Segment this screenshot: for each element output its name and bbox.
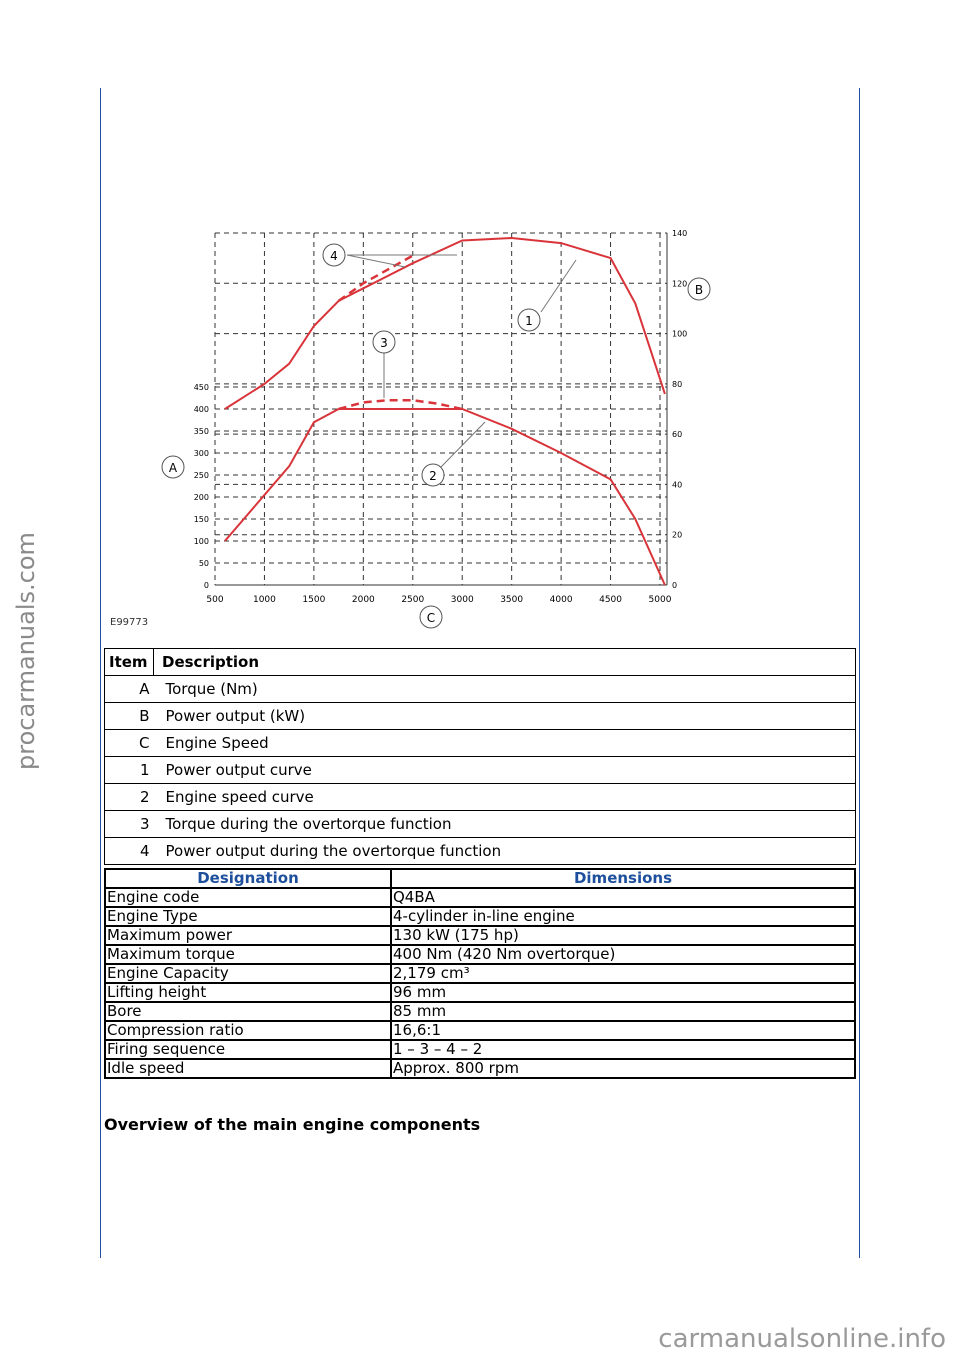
table-row xyxy=(105,1021,855,1040)
y-right-tick-label: 60 xyxy=(672,430,683,440)
x-tick-label: 4500 xyxy=(599,595,623,605)
side-watermark: procarmanuals.com xyxy=(12,532,40,770)
table-row xyxy=(105,888,855,907)
y-left-tick-label: 450 xyxy=(193,383,209,392)
svg-text:B: B xyxy=(694,283,704,297)
description-cell: Power output during the overtorque function xyxy=(154,838,856,865)
table-row xyxy=(105,983,855,1002)
y-left-tick-label: 0 xyxy=(203,581,209,590)
designation-cell: Maximum power xyxy=(105,926,391,945)
svg-text:A: A xyxy=(168,461,178,475)
bottom-watermark: carmanualsonline.info xyxy=(658,1324,946,1354)
designation-cell: Bore xyxy=(105,1002,391,1021)
dimension-cell: Q4BA xyxy=(391,888,855,907)
svg-text:4: 4 xyxy=(330,249,338,263)
designation-cell: Compression ratio xyxy=(105,1021,391,1040)
description-cell: Torque (Nm) xyxy=(154,676,856,703)
y-left-tick-label: 300 xyxy=(193,449,209,458)
dimension-cell: 16,6:1 xyxy=(391,1021,855,1040)
dimension-cell: 400 Nm (420 Nm overtorque) xyxy=(391,945,855,964)
item-cell: C xyxy=(105,730,154,757)
item-header: Item xyxy=(105,649,154,676)
svg-text:2: 2 xyxy=(429,469,437,483)
section-title: Overview of the main engine components xyxy=(104,1115,481,1134)
table-row xyxy=(105,730,856,757)
x-tick-label: 500 xyxy=(206,595,224,605)
spec-table-header xyxy=(105,869,855,888)
description-cell: Engine speed curve xyxy=(154,784,856,811)
y-right-tick-label: 40 xyxy=(672,480,683,490)
table-row xyxy=(105,1059,855,1078)
designation-cell: Engine Type xyxy=(105,907,391,926)
designation-cell: Maximum torque xyxy=(105,945,391,964)
x-tick-label: 2000 xyxy=(351,595,375,605)
item-table-header xyxy=(105,649,856,676)
designation-cell: Engine Capacity xyxy=(105,964,391,983)
y-left-tick-label: 50 xyxy=(198,559,209,568)
designation-header: Designation xyxy=(105,869,391,888)
y-left-tick-label: 200 xyxy=(193,493,209,502)
dimension-cell: 96 mm xyxy=(391,983,855,1002)
table-row xyxy=(105,907,855,926)
y-right-tick-label: 100 xyxy=(672,329,688,339)
description-header: Description xyxy=(154,649,856,676)
table-row xyxy=(105,757,856,784)
item-cell: 3 xyxy=(105,811,154,838)
description-cell: Torque during the overtorque function xyxy=(154,811,856,838)
callout-1 xyxy=(518,309,540,331)
y-left-tick-label: 350 xyxy=(193,427,209,436)
chart-curves xyxy=(225,238,665,585)
y-right-tick-label: 80 xyxy=(672,379,683,389)
y-left-tick-label: 150 xyxy=(193,515,209,524)
dimensions-header: Dimensions xyxy=(391,869,855,888)
item-cell: 4 xyxy=(105,838,154,865)
x-tick-label: 3000 xyxy=(450,595,474,605)
chart-ticks xyxy=(194,229,688,605)
x-tick-label: 4000 xyxy=(549,595,573,605)
y-right-tick-label: 20 xyxy=(672,530,683,540)
table-row xyxy=(105,1002,855,1021)
table-row xyxy=(105,676,856,703)
description-cell: Power output (kW) xyxy=(154,703,856,730)
table-row xyxy=(105,838,856,865)
designation-cell: Engine code xyxy=(105,888,391,907)
right-margin-rule xyxy=(859,88,860,1258)
table-row xyxy=(105,945,855,964)
y-right-tick-label: 140 xyxy=(672,229,688,238)
table-row xyxy=(105,811,856,838)
item-cell: B xyxy=(105,703,154,730)
series-line-1 xyxy=(225,238,665,409)
svg-text:3: 3 xyxy=(380,336,388,350)
callout-a xyxy=(162,456,184,478)
spec-table xyxy=(104,868,856,1079)
left-margin-rule xyxy=(100,88,101,1258)
table-row xyxy=(105,784,856,811)
callout-4 xyxy=(323,244,345,266)
table-row xyxy=(105,964,855,983)
dimension-cell: 4-cylinder in-line engine xyxy=(391,907,855,926)
designation-cell: Firing sequence xyxy=(105,1040,391,1059)
table-row xyxy=(105,703,856,730)
table-row xyxy=(105,926,855,945)
dimension-cell: 2,179 cm³ xyxy=(391,964,855,983)
torque-power-chart xyxy=(105,222,725,632)
item-cell: 1 xyxy=(105,757,154,784)
y-right-tick-label: 120 xyxy=(672,279,688,289)
designation-cell: Idle speed xyxy=(105,1059,391,1078)
y-left-tick-label: 100 xyxy=(193,537,209,546)
item-table xyxy=(104,648,856,865)
y-left-tick-label: 400 xyxy=(193,405,209,414)
item-cell: 2 xyxy=(105,784,154,811)
dimension-cell: 1 – 3 – 4 – 2 xyxy=(391,1040,855,1059)
designation-cell: Lifting height xyxy=(105,983,391,1002)
x-tick-label: 2500 xyxy=(401,595,425,605)
table-row xyxy=(105,1040,855,1059)
figure-id: E99773 xyxy=(110,617,149,628)
series-line-4 xyxy=(339,400,463,409)
svg-text:1: 1 xyxy=(525,314,533,328)
dimension-cell: 85 mm xyxy=(391,1002,855,1021)
callout-c xyxy=(420,606,442,628)
callout-b xyxy=(688,278,710,300)
x-tick-label: 1500 xyxy=(302,595,326,605)
description-cell: Power output curve xyxy=(154,757,856,784)
dimension-cell: Approx. 800 rpm xyxy=(391,1059,855,1078)
callout-3 xyxy=(373,331,395,353)
item-cell: A xyxy=(105,676,154,703)
x-tick-label: 3500 xyxy=(500,595,524,605)
callout-leaders xyxy=(347,255,576,467)
svg-text:C: C xyxy=(426,611,436,625)
dimension-cell: 130 kW (175 hp) xyxy=(391,926,855,945)
description-cell: Engine Speed xyxy=(154,730,856,757)
y-right-tick-label: 0 xyxy=(672,581,678,590)
series-line-2 xyxy=(339,256,413,301)
x-tick-label: 1000 xyxy=(252,595,276,605)
y-left-tick-label: 250 xyxy=(193,471,209,480)
callout-2 xyxy=(422,464,444,486)
x-tick-label: 5000 xyxy=(648,595,672,605)
